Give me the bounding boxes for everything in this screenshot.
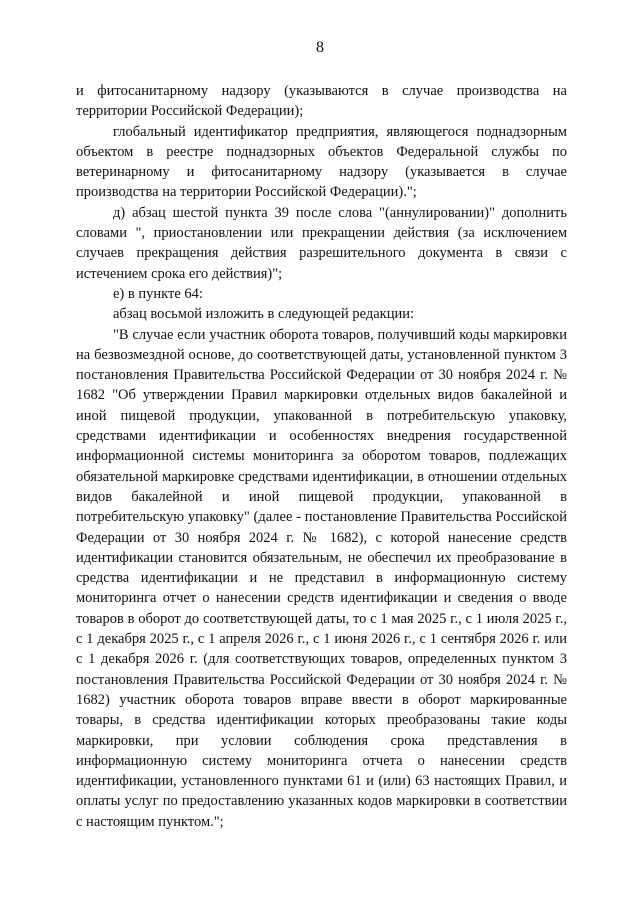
- paragraph-new-text: "В случае если участник оборота товаров, получивший коды маркировки на безвозмездной основе, до соответствующей даты, установленной пунктом 3 постановления Правительства Российской Федерации от 30 ноября 2024 г. № 1682 "Об утверждении Правил маркировки отдельных видов бакалейной и иной пищевой продукции, упакованной в потребительскую упаковку, средствами идентификации и особенностях внедрения государственной информационной системы мониторинга за оборотом товаров, подлежащих обязательной маркировке средствами идентификации, в отношении отдельных видов бакалейной и иной пищевой продукции, упакованной в потребительскую упаковку" (далее - постановление Правительства Российской Федерации от 30 ноября 2024 г. № 1682), с которой нанесение средств идентификации становится обязательным, не обеспечил их преобразование в средства идентификации и не представил в информационную систему мониторинга отчет о нанесении средств идентификации и сведения о вводе товаров в оборот до соответствующей даты, то с 1 мая 2025 г., с 1 июля 2025 г., с 1 декабря 2025 г., с 1 апреля 2026 г., с 1 июня 2026 г., с 1 сентября 2026 г. или с 1 декабря 2026 г. (для соответствующих товаров, определенных пунктом 3 постановления Правительства Российской Федерации от 30 ноября 2024 г. № 1682) участник оборота товаров вправе ввести в оборот маркированные товары, в средства идентификации которых преобразованы такие коды маркировки, при условии соблюдения срока представления в информационную систему мониторинга отчета о нанесении средств идентификации, установленного пунктами 61 и (или) 63 настоящих Правил, и оплаты услуг по предоставлению указанных кодов маркировки в соответствии с настоящим пунктом.";: [76, 326, 567, 830]
- page-number: 8: [316, 39, 324, 56]
- document-body: [76, 81, 567, 832]
- paragraph-continuation: и фитосанитарному надзору (указываются в случае производства на территории Российской Федерации);: [76, 83, 567, 120]
- paragraph-item-d: д) абзац шестой пункта 39 после слова "(аннулировании)" дополнить словами ", приостановлении или прекращении действия (за исключением случаев прекращения действия разрешительного документа в связи с истечением срока его действия)";: [76, 204, 567, 282]
- paragraph-item-e: е) в пункте 64:: [113, 285, 203, 302]
- paragraph-eighth-abzats: абзац восьмой изложить в следующей редакции:: [113, 306, 415, 323]
- paragraph-global-identifier: глобальный идентификатор предприятия, являющегося поднадзорным объектом в реестре поднадзорных объектов Федеральной службы по ветеринарному и фитосанитарному надзору (указывается в случае производства на территории Российской Федерации).";: [76, 123, 567, 201]
